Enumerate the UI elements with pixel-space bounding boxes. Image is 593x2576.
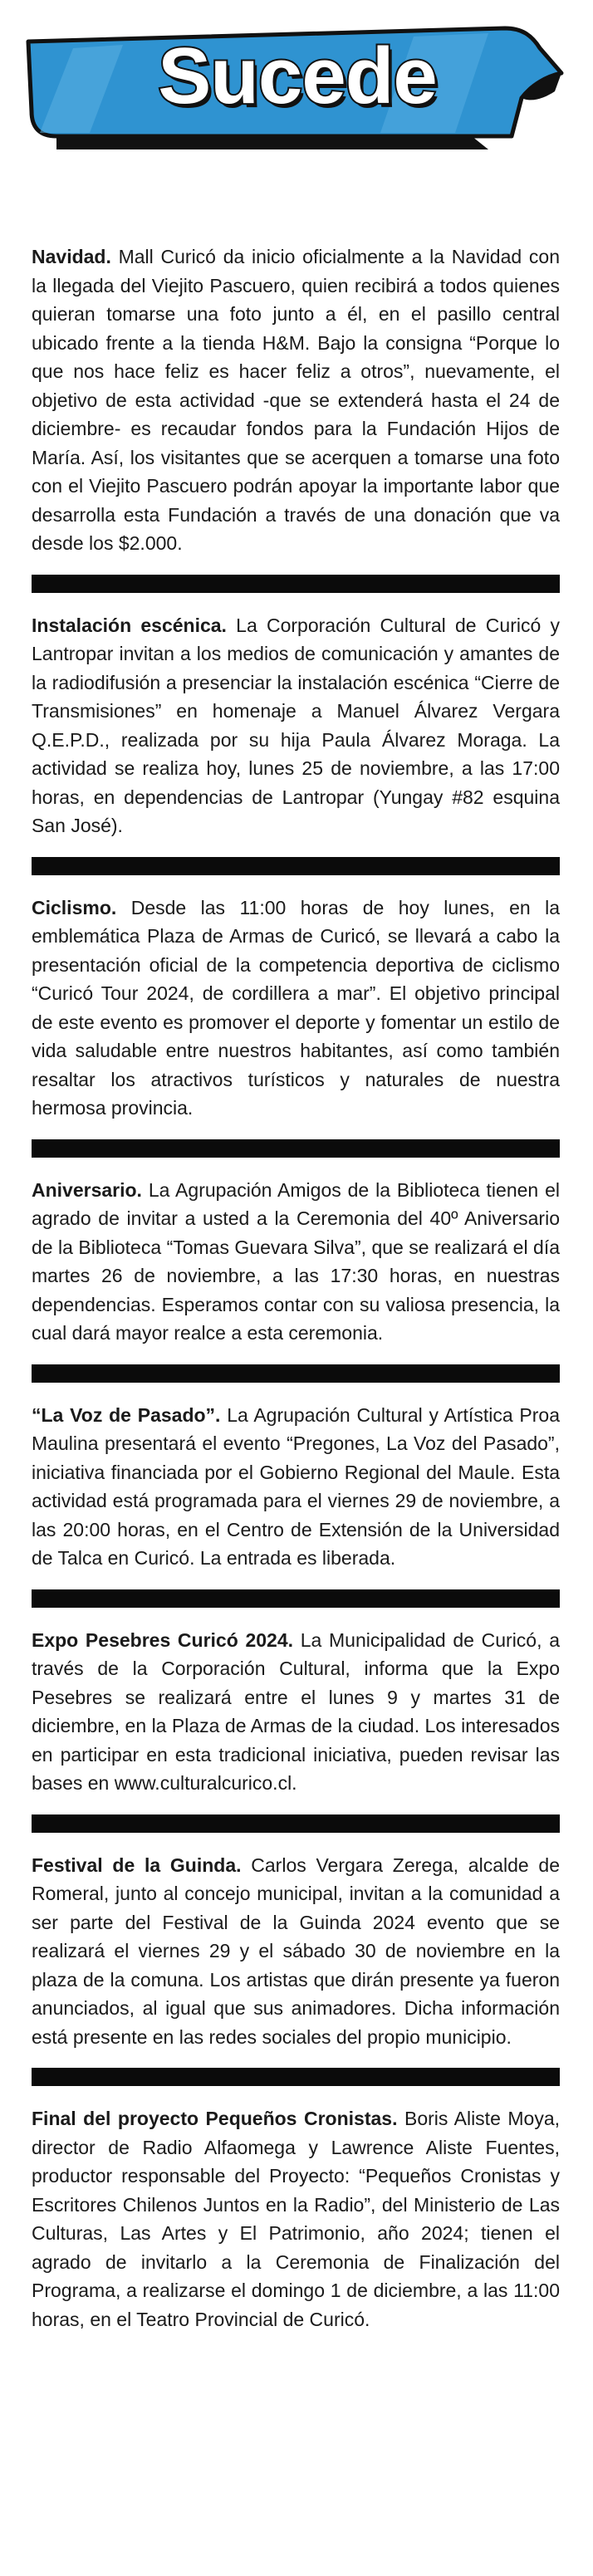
news-item-festival-guinda — [32, 1851, 560, 2052]
news-item-body: La Municipalidad de Curicó, a través de la Corporación Cultural, informa que la Expo Pesebres se realizará entre el lunes 9 y martes 31 de diciembre, en la Plaza de Armas de la ciudad. Los interesados en participar en esta tradicional iniciativa, pueden revisar las bases en www.culturalcurico.cl. — [32, 1628, 560, 1794]
news-item-voz-pasado — [32, 1401, 560, 1573]
news-item-body: La Corporación Cultural de Curicó y Lantropar invitan a los medios de comunicación y amantes de la radiodifusión a presenciar la instalación escénica “Cierre de Transmisiones” en homenaje a Manuel Álvarez Vergara Q.E.P.D., realizada por su hija Paula Álvarez Moraga. La actividad se realiza hoy, lunes 25 de noviembre, a las 17:00 horas, en dependencias de Lantropar (Yungay #82 esquina San José). — [32, 614, 560, 836]
news-item-pequenos-cronistas — [32, 2104, 560, 2334]
section-divider — [32, 575, 560, 593]
section-header — [23, 12, 571, 159]
news-item-body: La Agrupación Cultural y Artística Proa Maulina presentará el evento “Pregones, La Voz del Pasado”, iniciativa financiada por el Gobierno Regional del Maule. Esta actividad está programada para el viernes 29 de noviembre, a las 20:00 horas, en el Centro de Extensión de la Universidad de Talca en Curicó. La entrada es liberada. — [32, 1403, 560, 1569]
news-list — [32, 242, 560, 2334]
news-item-aniversario — [32, 1176, 560, 1348]
section-divider — [32, 1589, 560, 1608]
news-item-expo-pesebres — [32, 1626, 560, 1798]
news-item-lead: Expo Pesebres Curicó 2024. — [32, 1628, 294, 1651]
news-item-lead: “La Voz de Pasado”. — [32, 1403, 221, 1426]
news-item-body: Boris Aliste Moya, director de Radio Alfaomega y Lawrence Aliste Fuentes, productor responsable del Proyecto: “Pequeños Cronistas y Escritores Chilenos Juntos en la Radio”, del Ministerio de Las Culturas, Las Artes y El Patrimonio, año 2024; tienen el agrado de invitarlo a la Ceremonia de Finalización del Programa, a realizarse el domingo 1 de diciembre, a las 11:00 horas, en el Teatro Provincial de Curicó. — [32, 2108, 561, 2330]
news-item-body: La Agrupación Amigos de la Biblioteca tienen el agrado de invitar a usted a la Ceremonia del 40º Aniversario de la Biblioteca “Tomas Guevara Silva”, que se realizará el día martes 26 de noviembre, a las 17:30 horas, en nuestras dependencias. Esperamos contar con su valiosa presencia, la cual dará mayor realce a esta ceremonia. — [32, 1178, 560, 1344]
news-item-instalacion — [32, 611, 560, 840]
news-item-body: Carlos Vergara Zerega, alcalde de Romeral, junto al concejo municipal, invitan a la comunidad a ser parte del Festival de la Guinda 2024 evento que se realizará el viernes 29 y el sábado 30 de noviembre en la plaza de la comuna. Los artistas que dirán presente ya fueron anunciados, al igual que sus animadores. Dicha información está presente en las redes sociales del propio municipio. — [32, 1854, 561, 2048]
section-divider — [32, 857, 560, 875]
section-divider — [32, 1364, 560, 1383]
news-item-ciclismo — [32, 894, 560, 1123]
section-divider — [32, 1814, 560, 1833]
news-item-navidad — [32, 242, 560, 558]
news-item-lead: Ciclismo. — [32, 896, 117, 918]
news-item-lead: Aniversario. — [32, 1178, 142, 1201]
news-item-lead: Festival de la Guinda. — [32, 1854, 242, 1876]
news-item-lead: Navidad. — [32, 246, 111, 267]
header-title: Sucede — [158, 32, 437, 120]
news-item-lead: Instalación escénica. — [32, 614, 227, 636]
news-item-body: Mall Curicó da inicio oficialmente a la Navidad con la llegada del Viejito Pascuero, quien recibirá a todos quienes quieran tomarse una foto junto a él, en el pasillo central ubicado frente a la tienda H&M. Bajo la consigna “Porque lo que nos hace feliz es hacer feliz a otros”, nuevamente, el objetivo de esta actividad -que se extenderá hasta el 24 de diciembre- es recaudar fondos para la Fundación Hijos de María. Así, los visitantes que se acerquen a tomarse una foto con el Viejito Pascuero podrán apoyar la importante labor que desarrolla esta Fundación a través de una donación que va desde los $2.000. — [32, 246, 560, 554]
news-item-lead: Final del proyecto Pequeños Cronistas. — [32, 2108, 398, 2129]
section-divider — [32, 2068, 560, 2086]
section-divider — [32, 1139, 560, 1158]
news-item-body: Desde las 11:00 horas de hoy lunes, en la emblemática Plaza de Armas de Curicó, se llevará a cabo la presentación oficial de la competencia deportiva de ciclismo “Curicó Tour 2024, de cordillera a mar”. El objetivo principal de este evento es promover el deporte y fomentar un estilo de vida saludable entre nuestros habitantes, así como también resaltar los atractivos turísticos y naturales de nuestra hermosa provincia. — [32, 896, 560, 1119]
